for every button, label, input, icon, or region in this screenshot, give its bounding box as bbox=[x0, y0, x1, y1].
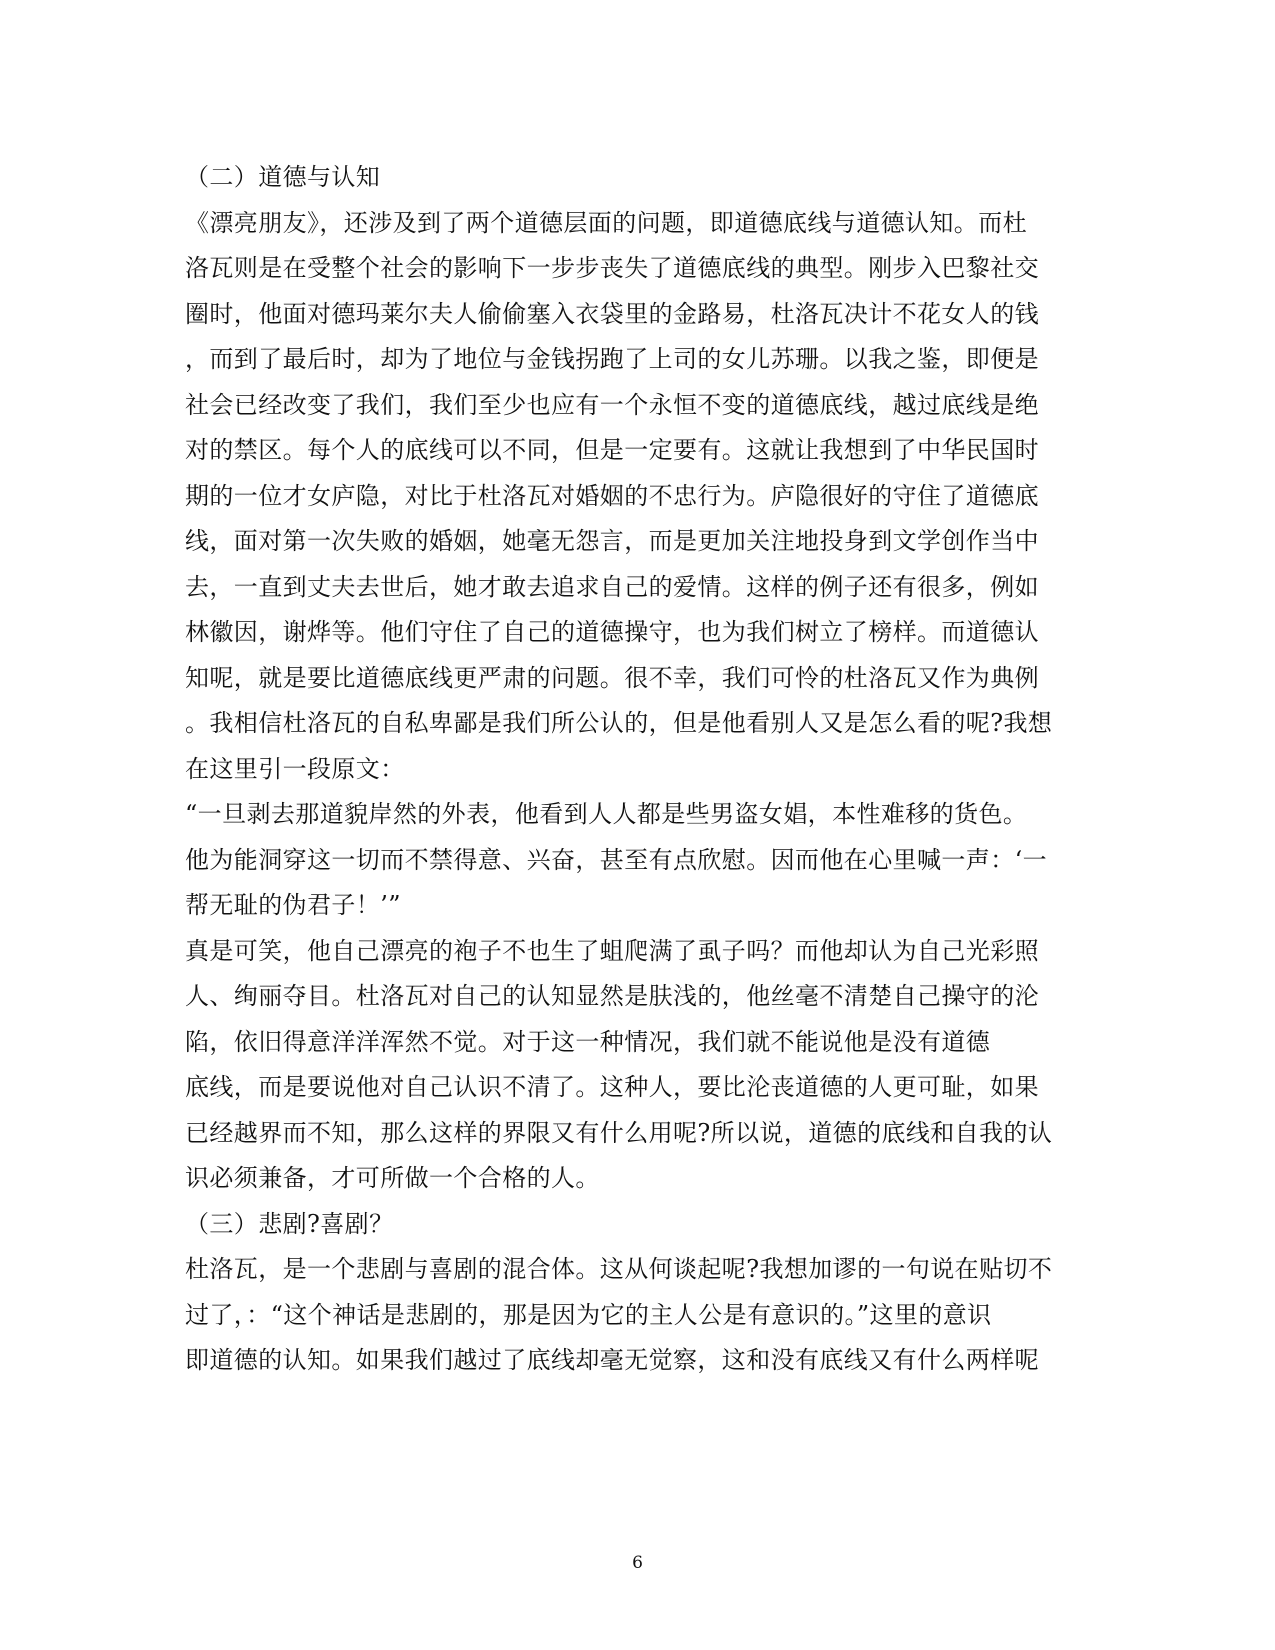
quote-line: 他为能洞穿这一切而不禁得意、兴奋，甚至有点欣慰。因而他在心里喊一声：‘一 bbox=[185, 846, 1048, 874]
paragraph-line: 对的禁区。每个人的底线可以不同，但是一定要有。这就让我想到了中华民国时 bbox=[185, 436, 1039, 464]
paragraph-line: 。我相信杜洛瓦的自私卑鄙是我们所公认的，但是他看别人又是怎么看的呢?我想 bbox=[185, 709, 1053, 737]
section-heading-moral-cognition: （二）道德与认知 bbox=[185, 163, 381, 191]
paragraph-line: ，而到了最后时，却为了地位与金钱拐跑了上司的女儿苏珊。以我之鉴，即便是 bbox=[185, 345, 1039, 373]
paragraph-line: 《漂亮朋友》，还涉及到了两个道德层面的问题，即道德底线与道德认知。而杜 bbox=[185, 209, 1027, 237]
paragraph-line: 人、绚丽夺目。杜洛瓦对自己的认知显然是肤浅的，他丝毫不清楚自己操守的沦 bbox=[185, 982, 1039, 1010]
section-heading-tragedy-comedy: （三）悲剧?喜剧？ bbox=[185, 1210, 394, 1238]
paragraph-line: 陷，依旧得意洋洋浑然不觉。对于这一种情况，我们就不能说他是没有道德 bbox=[185, 1028, 991, 1056]
page-number: 6 bbox=[632, 1553, 643, 1573]
paragraph-line: 期的一位才女庐隐，对比于杜洛瓦对婚姻的不忠行为。庐隐很好的守住了道德底 bbox=[185, 482, 1039, 510]
paragraph-line: 底线，而是要说他对自己认识不清了。这种人，要比沦丧道德的人更可耻，如果 bbox=[185, 1073, 1039, 1101]
paragraph-line: 识必须兼备，才可所做一个合格的人。 bbox=[185, 1164, 600, 1192]
paragraph-line: 真是可笑，他自己漂亮的袍子不也生了蛆爬满了虱子吗？而他却认为自己光彩照 bbox=[185, 937, 1039, 965]
paragraph-line: 在这里引一段原文： bbox=[185, 755, 405, 783]
paragraph-line: 已经越界而不知，那么这样的界限又有什么用呢?所以说，道德的底线和自我的认 bbox=[185, 1119, 1053, 1147]
quote-line: 帮无耻的伪君子！’” bbox=[185, 891, 401, 919]
paragraph-line: 圈时，他面对德玛莱尔夫人偷偷塞入衣袋里的金路易，杜洛瓦决计不花女人的钱 bbox=[185, 300, 1039, 328]
paragraph-line: 即道德的认知。如果我们越过了底线却毫无觉察，这和没有底线又有什么两样呢 bbox=[185, 1346, 1039, 1374]
paragraph-line: 过了，：“这个神话是悲剧的，那是因为它的主人公是有意识的。”这里的意识 bbox=[185, 1301, 992, 1329]
paragraph-line: 知呢，就是要比道德底线更严肃的问题。很不幸，我们可怜的杜洛瓦又作为典例 bbox=[185, 664, 1039, 692]
quote-line: “一旦剥去那道貌岸然的外表，他看到人人都是些男盗女娼，本性难移的货色。 bbox=[185, 800, 1028, 828]
paragraph-line: 洛瓦则是在受整个社会的影响下一步步丧失了道德底线的典型。刚步入巴黎社交 bbox=[185, 254, 1039, 282]
paragraph-line: 杜洛瓦，是一个悲剧与喜剧的混合体。这从何谈起呢?我想加谬的一句说在贴切不 bbox=[185, 1255, 1053, 1283]
paragraph-line: 社会已经改变了我们，我们至少也应有一个永恒不变的道德底线，越过底线是绝 bbox=[185, 391, 1039, 419]
paragraph-line: 线，面对第一次失败的婚姻，她毫无怨言，而是更加关注地投身到文学创作当中 bbox=[185, 527, 1039, 555]
paragraph-line: 林徽因，谢烨等。他们守住了自己的道德操守，也为我们树立了榜样。而道德认 bbox=[185, 618, 1039, 646]
paragraph-line: 去，一直到丈夫去世后，她才敢去追求自己的爱情。这样的例子还有很多，例如 bbox=[185, 573, 1039, 601]
